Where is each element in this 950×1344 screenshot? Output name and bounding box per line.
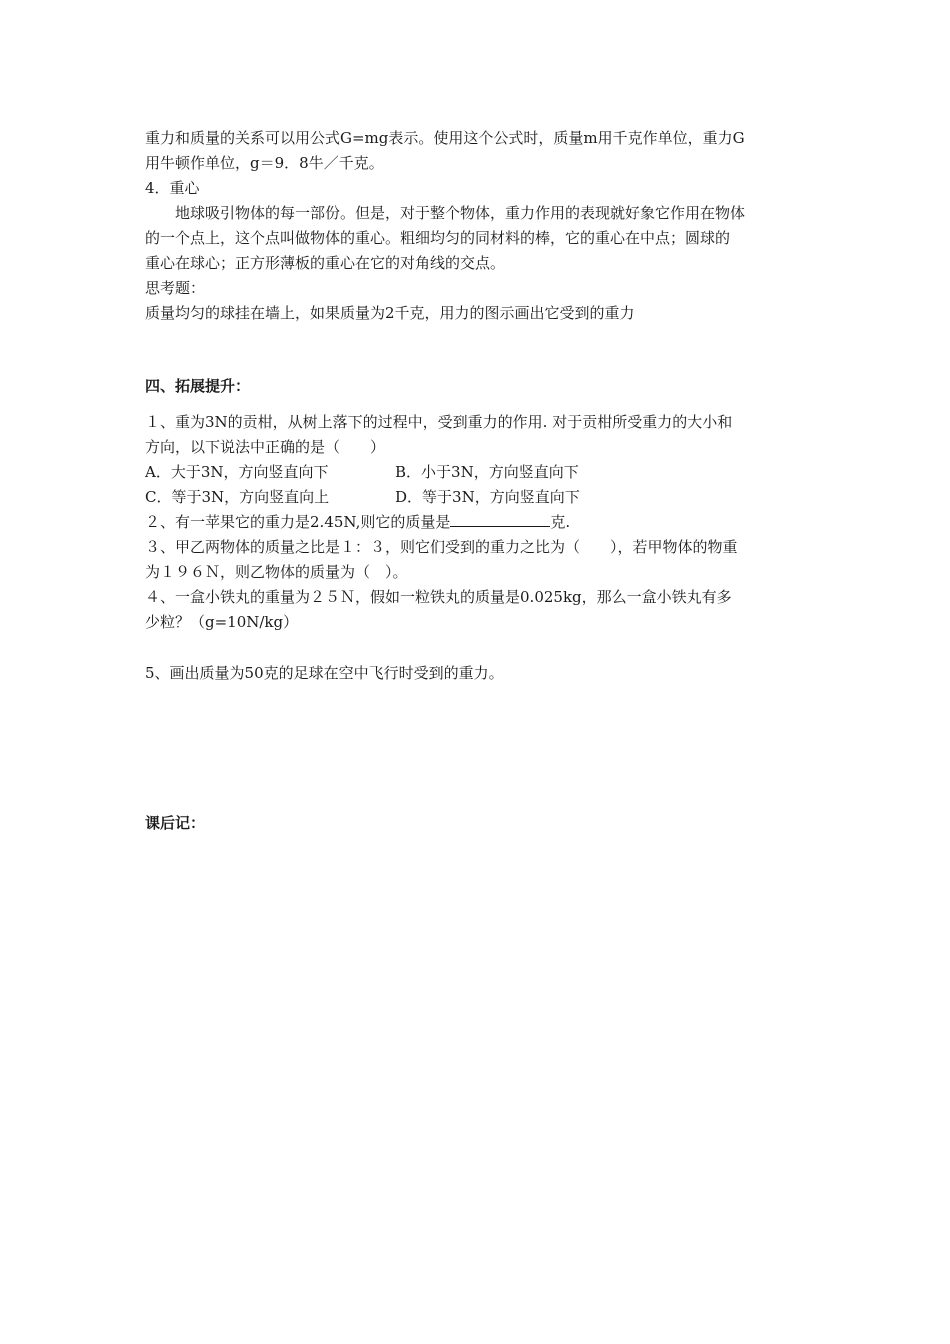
q1-option-a: A．大于3N，方向竖直向下 xyxy=(145,463,329,481)
thinking-label: 思考题： xyxy=(145,279,206,297)
q2-text-before: ２、有一苹果它的重力是2.45N,则它的质量是 xyxy=(145,513,451,531)
center-of-gravity-heading: 4．重心 xyxy=(145,179,200,197)
q4-line-1: ４、一盒小铁丸的重量为２５Ｎ，假如一粒铁丸的质量是0.025kg，那么一盒小铁丸有多 xyxy=(145,588,732,606)
q5-text: 5、画出质量为50克的足球在空中飞行时受到的重力。 xyxy=(145,664,504,682)
center-of-gravity-para-line-3: 重心在球心；正方形薄板的重心在它的对角线的交点。 xyxy=(145,254,506,272)
q1-option-c: C．等于3N，方向竖直向上 xyxy=(145,488,330,506)
center-of-gravity-para-line-1: 地球吸引物体的每一部份。但是，对于整个物体，重力作用的表现就好象它作用在物体 xyxy=(175,204,746,222)
section4-heading: 四、拓展提升： xyxy=(145,377,251,395)
q2-line xyxy=(145,509,815,535)
q1-options-row-2 xyxy=(145,484,815,510)
q1-line-2: 方向，以下说法中正确的是（ ） xyxy=(145,438,386,456)
thinking-question: 质量均匀的球挂在墙上，如果质量为2千克，用力的图示画出它受到的重力 xyxy=(145,304,635,322)
q3-line-2: 为１９６Ｎ，则乙物体的质量为（ ）。 xyxy=(145,563,408,581)
q1-option-d: D．等于3N，方向竖直向下 xyxy=(395,488,580,506)
intro-line-1: 重力和质量的关系可以用公式G=mg表示。使用这个公式时，质量m用千克作单位，重力G xyxy=(145,129,745,147)
q1-line-1: １、重为3N的贡柑，从树上落下的过程中，受到重力的作用. 对于贡柑所受重力的大小和 xyxy=(145,413,733,431)
q1-option-b: B．小于3N，方向竖直向下 xyxy=(395,463,579,481)
q2-answer-blank[interactable] xyxy=(450,510,550,527)
intro-line-2: 用牛顿作单位，g＝9．8牛／千克。 xyxy=(145,154,384,172)
after-class-heading: 课后记： xyxy=(145,814,206,832)
q4-line-2: 少粒？（g=10N/kg） xyxy=(145,613,299,631)
q2-text-after: 克. xyxy=(550,513,571,531)
q3-line-1: ３、甲乙两物体的质量之比是１：３，则它们受到的重力之比为（ ），若甲物体的物重 xyxy=(145,538,738,556)
q1-options-row-1 xyxy=(145,459,815,485)
center-of-gravity-para-line-2: 的一个点上，这个点叫做物体的重心。粗细均匀的同材料的棒，它的重心在中点；圆球的 xyxy=(145,229,731,247)
